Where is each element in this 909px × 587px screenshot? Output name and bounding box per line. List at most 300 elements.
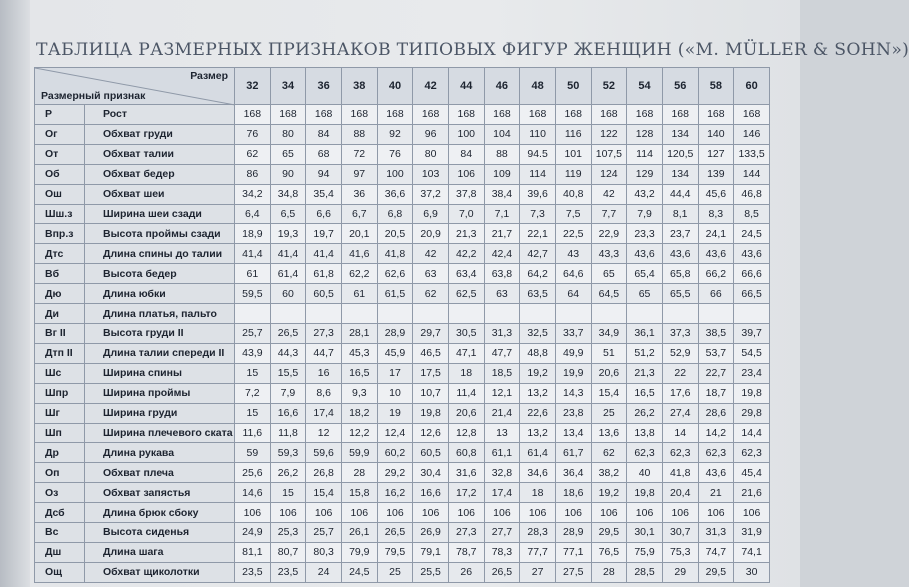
table-cell: 61 <box>235 264 271 284</box>
table-cell: 8,5 <box>734 204 770 224</box>
table-cell: 26 <box>448 562 484 582</box>
table-cell: 27,4 <box>662 403 698 423</box>
table-cell: 23,5 <box>270 562 306 582</box>
table-cell: 21,7 <box>484 224 520 244</box>
row-code: Оп <box>35 463 85 483</box>
table-cell: 62,3 <box>662 443 698 463</box>
table-cell: 168 <box>627 105 663 125</box>
table-cell: 31,3 <box>484 323 520 343</box>
table-row <box>35 403 770 423</box>
row-name: Длина юбки <box>85 284 235 304</box>
table-cell: 61,4 <box>520 443 556 463</box>
row-name: Длина шага <box>85 542 235 562</box>
table-cell: 66,6 <box>734 264 770 284</box>
table-cell: 124 <box>591 164 627 184</box>
table-cell: 22,1 <box>520 224 556 244</box>
table-cell: 94 <box>306 164 342 184</box>
table-cell: 38,2 <box>591 463 627 483</box>
table-cell: 14,4 <box>734 423 770 443</box>
table-cell: 41,8 <box>377 244 413 264</box>
table-cell: 36,1 <box>627 323 663 343</box>
table-cell: 7,9 <box>627 204 663 224</box>
table-cell: 13 <box>484 423 520 443</box>
table-cell: 25,3 <box>270 523 306 543</box>
row-name: Длина спины до талии <box>85 244 235 264</box>
table-cell: 6,7 <box>341 204 377 224</box>
table-cell: 19,3 <box>270 224 306 244</box>
table-cell: 63,4 <box>448 264 484 284</box>
table-cell: 24,5 <box>734 224 770 244</box>
table-cell: 168 <box>448 105 484 125</box>
table-cell: 64,6 <box>555 264 591 284</box>
table-cell: 106 <box>627 503 663 523</box>
table-row <box>35 463 770 483</box>
table-cell: 30,1 <box>627 523 663 543</box>
table-cell: 43,3 <box>591 244 627 264</box>
table-cell: 134 <box>662 164 698 184</box>
table-cell: 42,4 <box>484 244 520 264</box>
table-cell: 7,1 <box>484 204 520 224</box>
table-cell: 21,4 <box>484 403 520 423</box>
table-cell: 65 <box>627 284 663 304</box>
table-cell: 106 <box>555 503 591 523</box>
table-cell: 25,6 <box>235 463 271 483</box>
table-cell: 61 <box>341 284 377 304</box>
table-cell: 76 <box>235 124 271 144</box>
table-cell: 12,1 <box>484 383 520 403</box>
table-cell: 110 <box>520 124 556 144</box>
table-cell: 19,8 <box>627 483 663 503</box>
table-cell: 106 <box>270 503 306 523</box>
table-cell: 36 <box>341 184 377 204</box>
table-cell: 15,4 <box>306 483 342 503</box>
row-code: Впр.з <box>35 224 85 244</box>
table-cell: 168 <box>235 105 271 125</box>
table-cell: 127 <box>698 144 734 164</box>
table-cell <box>555 304 591 324</box>
table-cell: 100 <box>448 124 484 144</box>
table-row <box>35 144 770 164</box>
table-cell: 15,8 <box>341 483 377 503</box>
table-cell: 30 <box>734 562 770 582</box>
row-code: Ощ <box>35 562 85 582</box>
size-header-54: 54 <box>627 68 663 105</box>
table-cell: 75,9 <box>627 542 663 562</box>
row-name: Длина талии спереди II <box>85 343 235 363</box>
table-cell: 40,8 <box>555 184 591 204</box>
table-cell: 14,2 <box>698 423 734 443</box>
table-cell: 28,9 <box>377 323 413 343</box>
table-cell: 133,5 <box>734 144 770 164</box>
table-row <box>35 523 770 543</box>
row-code: Р <box>35 105 85 125</box>
table-cell: 15 <box>235 403 271 423</box>
table-cell: 19,9 <box>555 363 591 383</box>
feature-label: Размерный признак <box>41 90 146 102</box>
table-cell: 106 <box>591 503 627 523</box>
table-cell: 26,5 <box>270 323 306 343</box>
table-cell: 16,5 <box>627 383 663 403</box>
table-cell: 42,7 <box>520 244 556 264</box>
table-cell: 14 <box>662 423 698 443</box>
table-cell: 63,5 <box>520 284 556 304</box>
table-cell: 23,4 <box>734 363 770 383</box>
row-code: Вб <box>35 264 85 284</box>
table-cell: 12 <box>306 423 342 443</box>
table-cell: 61,7 <box>555 443 591 463</box>
table-cell: 74,7 <box>698 542 734 562</box>
row-name: Обхват плеча <box>85 463 235 483</box>
table-cell: 100 <box>377 164 413 184</box>
table-cell <box>306 304 342 324</box>
row-code: Ди <box>35 304 85 324</box>
table-cell: 24 <box>306 562 342 582</box>
table-cell: 20,9 <box>413 224 449 244</box>
table-cell: 18 <box>448 363 484 383</box>
table-cell <box>377 304 413 324</box>
table-cell: 22,9 <box>591 224 627 244</box>
table-cell: 7,5 <box>555 204 591 224</box>
table-cell <box>341 304 377 324</box>
table-cell <box>698 304 734 324</box>
table-cell: 11,4 <box>448 383 484 403</box>
row-code: От <box>35 144 85 164</box>
table-cell: 60,8 <box>448 443 484 463</box>
header-corner-cell <box>35 68 235 105</box>
table-cell: 16 <box>306 363 342 383</box>
table-cell: 28,3 <box>520 523 556 543</box>
table-cell: 49,9 <box>555 343 591 363</box>
table-cell: 65,5 <box>662 284 698 304</box>
table-cell: 43,2 <box>627 184 663 204</box>
table-cell: 18 <box>520 483 556 503</box>
table-cell: 47,1 <box>448 343 484 363</box>
table-cell: 106 <box>413 503 449 523</box>
table-cell: 20,6 <box>591 363 627 383</box>
table-cell: 23,8 <box>555 403 591 423</box>
row-name: Ширина плечевого ската <box>85 423 235 443</box>
table-cell: 38,5 <box>698 323 734 343</box>
table-cell: 72 <box>341 144 377 164</box>
table-cell: 19,2 <box>520 363 556 383</box>
table-cell: 168 <box>377 105 413 125</box>
table-cell <box>270 304 306 324</box>
table-cell: 146 <box>734 124 770 144</box>
table-cell: 66,5 <box>734 284 770 304</box>
table-cell: 6,5 <box>270 204 306 224</box>
row-name: Обхват щиколотки <box>85 562 235 582</box>
table-cell: 10,7 <box>413 383 449 403</box>
table-cell: 31,9 <box>734 523 770 543</box>
table-row <box>35 164 770 184</box>
table-cell: 25 <box>591 403 627 423</box>
table-cell: 92 <box>377 124 413 144</box>
table-cell: 61,5 <box>377 284 413 304</box>
table-row <box>35 284 770 304</box>
row-code: Ог <box>35 124 85 144</box>
table-cell: 168 <box>698 105 734 125</box>
table-cell: 26,5 <box>484 562 520 582</box>
table-cell: 43,6 <box>698 244 734 264</box>
table-row <box>35 124 770 144</box>
table-cell: 168 <box>734 105 770 125</box>
table-cell: 8,3 <box>698 204 734 224</box>
table-cell: 84 <box>448 144 484 164</box>
table-cell: 116 <box>555 124 591 144</box>
table-cell: 28 <box>591 562 627 582</box>
row-code: Др <box>35 443 85 463</box>
table-cell: 19,2 <box>591 483 627 503</box>
table-cell: 29,7 <box>413 323 449 343</box>
table-cell: 23,7 <box>662 224 698 244</box>
row-name: Длина брюк сбоку <box>85 503 235 523</box>
table-cell: 20,1 <box>341 224 377 244</box>
row-code: Вг II <box>35 323 85 343</box>
table-cell: 63 <box>484 284 520 304</box>
table-row <box>35 244 770 264</box>
table-cell: 27,7 <box>484 523 520 543</box>
row-name: Высота сиденья <box>85 523 235 543</box>
table-cell: 86 <box>235 164 271 184</box>
table-cell: 35,4 <box>306 184 342 204</box>
row-name: Высота груди II <box>85 323 235 343</box>
table-cell: 13,8 <box>627 423 663 443</box>
table-row <box>35 264 770 284</box>
table-cell: 32,5 <box>520 323 556 343</box>
table-row <box>35 304 770 324</box>
table-cell: 106 <box>306 503 342 523</box>
table-cell: 106 <box>448 164 484 184</box>
table-cell: 27,3 <box>306 323 342 343</box>
row-name: Обхват талии <box>85 144 235 164</box>
row-name: Длина рукава <box>85 443 235 463</box>
row-code: Ош <box>35 184 85 204</box>
table-cell: 101 <box>555 144 591 164</box>
table-cell: 80,7 <box>270 542 306 562</box>
table-cell: 34,9 <box>591 323 627 343</box>
table-row <box>35 363 770 383</box>
row-code: Дш <box>35 542 85 562</box>
table-cell: 36,6 <box>377 184 413 204</box>
table-cell: 106 <box>341 503 377 523</box>
table-cell: 51 <box>591 343 627 363</box>
table-cell: 80,3 <box>306 542 342 562</box>
row-code: Шпр <box>35 383 85 403</box>
table-cell: 40 <box>627 463 663 483</box>
table-cell: 26,1 <box>341 523 377 543</box>
table-cell: 139 <box>698 164 734 184</box>
table-cell: 7,2 <box>235 383 271 403</box>
table-cell: 44,7 <box>306 343 342 363</box>
table-cell: 45,9 <box>377 343 413 363</box>
table-cell: 74,1 <box>734 542 770 562</box>
row-code: Дтс <box>35 244 85 264</box>
table-cell: 52,9 <box>662 343 698 363</box>
size-header-48: 48 <box>520 68 556 105</box>
table-cell: 128 <box>627 124 663 144</box>
table-cell: 168 <box>591 105 627 125</box>
table-body <box>35 105 770 583</box>
table-cell: 79,9 <box>341 542 377 562</box>
table-cell: 134 <box>662 124 698 144</box>
table-cell: 25,7 <box>306 523 342 543</box>
row-name: Высота бедер <box>85 264 235 284</box>
table-cell: 106 <box>698 503 734 523</box>
table-cell <box>235 304 271 324</box>
table-row <box>35 343 770 363</box>
table-cell: 60 <box>270 284 306 304</box>
table-cell: 29,5 <box>591 523 627 543</box>
table-cell: 23,5 <box>235 562 271 582</box>
row-code: Об <box>35 164 85 184</box>
table-row <box>35 542 770 562</box>
table-cell: 17,6 <box>662 383 698 403</box>
table-row <box>35 423 770 443</box>
table-cell: 17,4 <box>484 483 520 503</box>
table-cell: 88 <box>484 144 520 164</box>
table-cell: 76 <box>377 144 413 164</box>
table-cell: 26,2 <box>270 463 306 483</box>
table-cell: 129 <box>627 164 663 184</box>
table-cell: 17,5 <box>413 363 449 383</box>
table-title: ТАБЛИЦА РАЗМЕРНЫХ ПРИЗНАКОВ ТИПОВЫХ ФИГУР ЖЕНЩИН («M. MÜLLER & SOHN») <box>36 40 909 60</box>
table-cell: 66 <box>698 284 734 304</box>
table-cell: 25 <box>377 562 413 582</box>
table-cell: 59,9 <box>341 443 377 463</box>
table-cell: 48,8 <box>520 343 556 363</box>
table-cell: 114 <box>520 164 556 184</box>
table-row <box>35 204 770 224</box>
table-cell: 28,6 <box>698 403 734 423</box>
table-cell: 21,6 <box>734 483 770 503</box>
table-cell: 168 <box>413 105 449 125</box>
table-cell: 63 <box>413 264 449 284</box>
table-cell: 7,7 <box>591 204 627 224</box>
table-cell: 77,7 <box>520 542 556 562</box>
table-cell: 109 <box>484 164 520 184</box>
table-cell <box>627 304 663 324</box>
table-cell <box>413 304 449 324</box>
table-cell: 21,3 <box>448 224 484 244</box>
table-cell: 19,8 <box>413 403 449 423</box>
table-cell: 61,4 <box>270 264 306 284</box>
row-code: Шс <box>35 363 85 383</box>
table-cell: 62 <box>413 284 449 304</box>
table-cell: 19 <box>377 403 413 423</box>
table-cell: 18,9 <box>235 224 271 244</box>
table-cell: 30,7 <box>662 523 698 543</box>
table-cell <box>520 304 556 324</box>
table-cell: 60,5 <box>306 284 342 304</box>
table-cell: 7,3 <box>520 204 556 224</box>
table-cell: 60,2 <box>377 443 413 463</box>
table-cell: 42,2 <box>448 244 484 264</box>
table-cell: 31,3 <box>698 523 734 543</box>
table-cell: 68 <box>306 144 342 164</box>
table-cell: 45,3 <box>341 343 377 363</box>
table-cell: 62,3 <box>698 443 734 463</box>
table-cell: 8,1 <box>662 204 698 224</box>
table-cell: 7,9 <box>270 383 306 403</box>
table-cell: 37,2 <box>413 184 449 204</box>
table-cell: 37,3 <box>662 323 698 343</box>
table-cell: 22,6 <box>520 403 556 423</box>
table-cell: 77,1 <box>555 542 591 562</box>
row-name: Обхват запястья <box>85 483 235 503</box>
table-cell: 9,3 <box>341 383 377 403</box>
table-cell: 25,7 <box>235 323 271 343</box>
row-name: Длина платья, пальто <box>85 304 235 324</box>
table-cell: 104 <box>484 124 520 144</box>
table-cell: 168 <box>520 105 556 125</box>
table-cell: 78,3 <box>484 542 520 562</box>
table-cell: 39,6 <box>520 184 556 204</box>
table-cell: 60,5 <box>413 443 449 463</box>
table-cell: 14,3 <box>555 383 591 403</box>
table-cell: 6,4 <box>235 204 271 224</box>
table-cell <box>484 304 520 324</box>
size-table <box>34 67 770 583</box>
table-cell: 168 <box>555 105 591 125</box>
table-cell: 8,6 <box>306 383 342 403</box>
table-cell: 32,8 <box>484 463 520 483</box>
table-cell: 24,1 <box>698 224 734 244</box>
table-cell: 29,2 <box>377 463 413 483</box>
table-cell: 19,8 <box>734 383 770 403</box>
size-header-50: 50 <box>555 68 591 105</box>
table-cell: 47,7 <box>484 343 520 363</box>
row-name: Обхват бедер <box>85 164 235 184</box>
table-cell: 7,0 <box>448 204 484 224</box>
table-row <box>35 224 770 244</box>
table-cell: 23,3 <box>627 224 663 244</box>
table-cell: 107,5 <box>591 144 627 164</box>
table-cell: 11,8 <box>270 423 306 443</box>
table-cell: 65 <box>270 144 306 164</box>
table-cell: 27,3 <box>448 523 484 543</box>
row-code: Дю <box>35 284 85 304</box>
table-cell: 41,4 <box>235 244 271 264</box>
table-cell: 13,2 <box>520 383 556 403</box>
table-cell: 65 <box>591 264 627 284</box>
table-cell: 13,2 <box>520 423 556 443</box>
table-cell: 16,2 <box>377 483 413 503</box>
table-cell: 29,8 <box>734 403 770 423</box>
row-name: Ширина шеи сзади <box>85 204 235 224</box>
table-cell: 65,8 <box>662 264 698 284</box>
table-cell: 59,5 <box>235 284 271 304</box>
table-cell: 21 <box>698 483 734 503</box>
row-code: Оз <box>35 483 85 503</box>
table-cell: 19,7 <box>306 224 342 244</box>
table-cell: 75,3 <box>662 542 698 562</box>
table-cell: 106 <box>662 503 698 523</box>
table-row <box>35 105 770 125</box>
table-cell: 79,5 <box>377 542 413 562</box>
table-cell: 41,4 <box>270 244 306 264</box>
table-cell: 61,1 <box>484 443 520 463</box>
table-cell: 59 <box>235 443 271 463</box>
size-header-60: 60 <box>734 68 770 105</box>
table-cell: 46,5 <box>413 343 449 363</box>
table-cell: 44,4 <box>662 184 698 204</box>
table-cell: 64,5 <box>591 284 627 304</box>
table-cell: 168 <box>270 105 306 125</box>
table-cell: 43,9 <box>235 343 271 363</box>
table-cell: 26,9 <box>413 523 449 543</box>
size-header-42: 42 <box>413 68 449 105</box>
table-cell <box>448 304 484 324</box>
